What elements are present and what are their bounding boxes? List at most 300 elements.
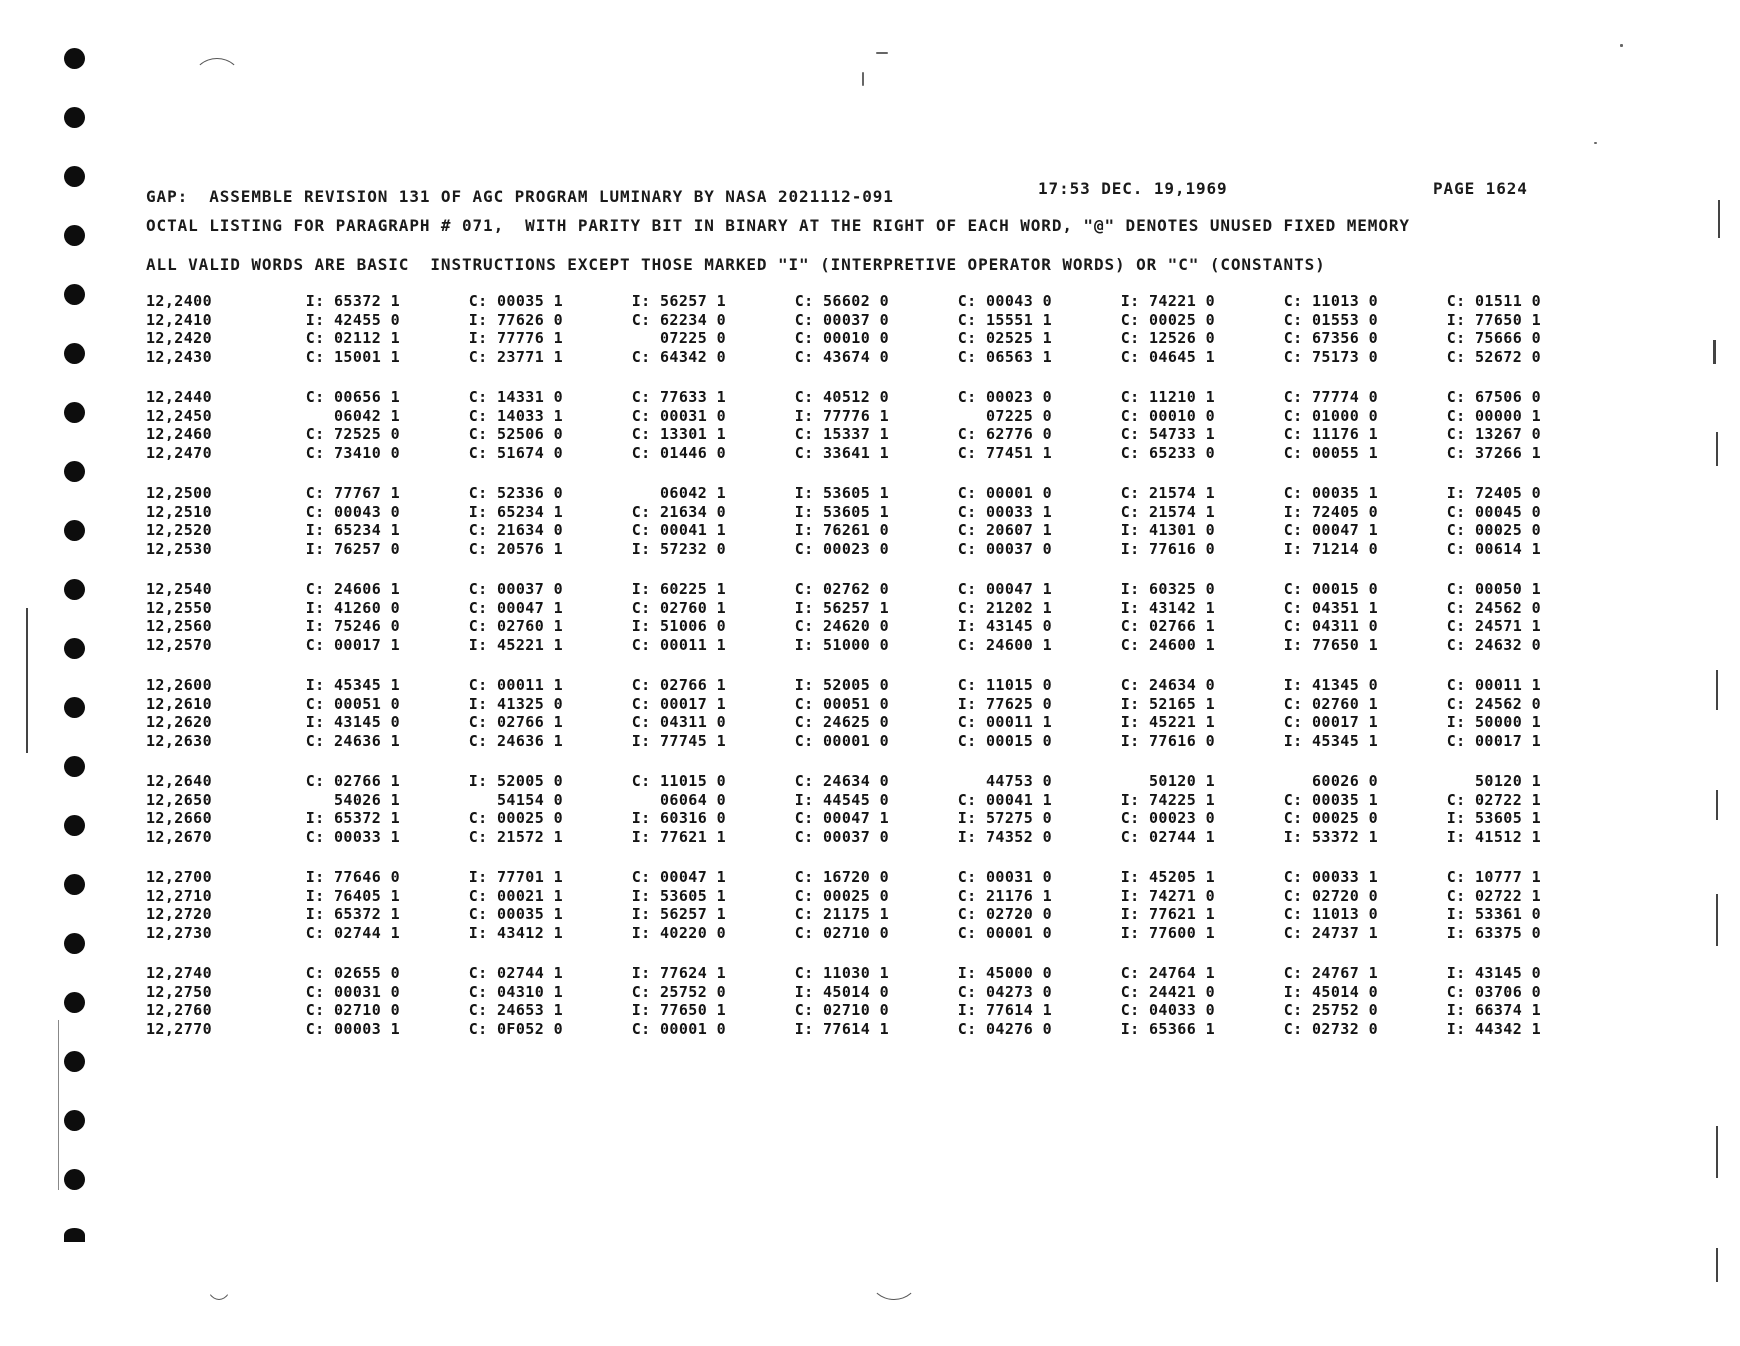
word-cell: I: 43412 1	[468, 923, 563, 942]
word-cell: I: 72405 0	[1283, 502, 1378, 521]
address: 12,2710	[146, 886, 213, 905]
word-cell: I: 72405 0	[1446, 484, 1541, 502]
word-cell: I: 41325 0	[468, 694, 563, 713]
word-cell: C: 02710 0	[794, 923, 889, 942]
word-cell: C: 20607 1	[957, 521, 1052, 539]
word-cell: C: 24562 0	[1446, 694, 1541, 713]
word-cell: I: 57275 0	[957, 809, 1052, 827]
word-cell: C: 00051 0	[794, 694, 889, 713]
word-cell: I: 65372 1	[305, 905, 400, 923]
word-cell: C: 24600 1	[1120, 635, 1215, 654]
word-cell: C: 12526 0	[1120, 329, 1215, 347]
word-cell: C: 21175 1	[794, 905, 889, 923]
address: 12,2670	[146, 827, 213, 846]
feed-hole	[64, 579, 85, 600]
address: 12,2630	[146, 731, 213, 750]
scan-mark	[870, 1258, 918, 1300]
word-cell: I: 43145 0	[1446, 964, 1541, 982]
word-cell: C: 00033 1	[1283, 868, 1378, 886]
listing-row	[146, 905, 1546, 924]
word-cell: I: 65372 1	[305, 292, 400, 310]
word-cell: I: 41512 1	[1446, 827, 1541, 846]
listing-row	[146, 388, 1546, 407]
word-cell: C: 24634 0	[1120, 676, 1215, 694]
word-cell: I: 77616 0	[1120, 539, 1215, 558]
word-cell: C: 02766 1	[305, 772, 400, 790]
scan-mark	[205, 1258, 233, 1300]
listing-row	[146, 407, 1546, 426]
word-cell: I: 74221 0	[1120, 292, 1215, 310]
word-cell: I: 53361 0	[1446, 905, 1541, 923]
address: 12,2730	[146, 923, 213, 942]
word-cell: C: 00041 1	[631, 521, 726, 539]
address: 12,2650	[146, 790, 213, 809]
listing-row	[146, 540, 1546, 559]
word-cell: C: 11015 0	[957, 676, 1052, 694]
word-cell: C: 00015 0	[1283, 580, 1378, 598]
word-cell: I: 77621 1	[1120, 905, 1215, 923]
word-cell: C: 00033 1	[957, 502, 1052, 521]
word-cell: C: 11013 0	[1283, 905, 1378, 923]
word-cell: C: 00055 1	[1283, 443, 1378, 462]
word-cell: C: 00043 0	[957, 292, 1052, 310]
word-cell: C: 04273 0	[957, 982, 1052, 1001]
word-cell: C: 00017 1	[305, 635, 400, 654]
scan-speck	[876, 52, 888, 54]
feed-hole	[64, 933, 85, 954]
word-cell: C: 04311 0	[1283, 617, 1378, 635]
word-cell: C: 77633 1	[631, 388, 726, 406]
word-cell: C: 01446 0	[631, 443, 726, 462]
word-cell: C: 10777 1	[1446, 868, 1541, 886]
word-cell: 50120 1	[1474, 772, 1541, 790]
listing-row	[146, 713, 1546, 732]
word-cell: C: 11015 0	[631, 772, 726, 790]
word-cell: I: 74225 1	[1120, 790, 1215, 809]
feed-hole	[64, 992, 85, 1013]
feed-hole	[64, 1110, 85, 1131]
word-cell: C: 21574 1	[1120, 484, 1215, 502]
address: 12,2750	[146, 982, 213, 1001]
word-cell: C: 24620 0	[794, 617, 889, 635]
word-cell: C: 75666 0	[1446, 329, 1541, 347]
word-cell: C: 04276 0	[957, 1019, 1052, 1038]
word-cell: C: 20576 1	[468, 539, 563, 558]
word-cell: I: 56257 1	[631, 905, 726, 923]
listing-row	[146, 772, 1546, 791]
word-cell: C: 56602 0	[794, 292, 889, 310]
word-cell: I: 41345 0	[1283, 676, 1378, 694]
feed-hole	[64, 756, 85, 777]
listing-row	[146, 1001, 1546, 1020]
address: 12,2530	[146, 539, 213, 558]
word-cell: C: 02732 0	[1283, 1019, 1378, 1038]
word-cell: C: 15551 1	[957, 310, 1052, 329]
word-cell: C: 06563 1	[957, 347, 1052, 366]
word-cell: C: 64342 0	[631, 347, 726, 366]
address: 12,2640	[146, 772, 213, 790]
feed-hole	[64, 1051, 85, 1072]
address: 12,2700	[146, 868, 213, 886]
word-cell: 50120 1	[1148, 772, 1215, 790]
word-cell: C: 01000 0	[1283, 406, 1378, 425]
listing-row	[146, 887, 1546, 906]
word-cell: 06042 1	[333, 406, 400, 425]
word-cell: I: 52165 1	[1120, 694, 1215, 713]
word-cell: C: 02720 0	[957, 905, 1052, 923]
word-cell: C: 24562 0	[1446, 598, 1541, 617]
word-cell: C: 02766 1	[631, 676, 726, 694]
word-cell: C: 00047 1	[1283, 521, 1378, 539]
listing-title: GAP: ASSEMBLE REVISION 131 OF AGC PROGRAM LUMINARY BY NASA 2021112-091	[146, 187, 894, 206]
word-block	[146, 484, 1546, 580]
address: 12,2440	[146, 388, 213, 406]
word-cell: I: 60225 1	[631, 580, 726, 598]
listing-row	[146, 521, 1546, 540]
word-cell: I: 43145 0	[305, 713, 400, 731]
word-block	[146, 772, 1546, 868]
listing-row	[146, 964, 1546, 983]
word-cell: C: 00011 1	[1446, 676, 1541, 694]
word-cell: C: 00031 0	[957, 868, 1052, 886]
word-cell: C: 67356 0	[1283, 329, 1378, 347]
margin-line	[1716, 432, 1718, 466]
word-cell: C: 00017 1	[631, 694, 726, 713]
word-cell: C: 24625 0	[794, 713, 889, 731]
scan-speck	[862, 72, 864, 86]
word-cell: I: 75246 0	[305, 617, 400, 635]
word-cell: C: 00050 1	[1446, 580, 1541, 598]
word-cell: I: 45221 1	[1120, 713, 1215, 731]
word-cell: I: 74352 0	[957, 827, 1052, 846]
word-cell: I: 45205 1	[1120, 868, 1215, 886]
listing-row	[146, 503, 1546, 522]
listing-row	[146, 580, 1546, 599]
word-cell: C: 21202 1	[957, 598, 1052, 617]
word-cell: I: 50000 1	[1446, 713, 1541, 731]
address: 12,2660	[146, 809, 213, 827]
address: 12,2450	[146, 406, 213, 425]
listing-row	[146, 868, 1546, 887]
word-cell: 54026 1	[333, 790, 400, 809]
word-cell: I: 52005 0	[794, 676, 889, 694]
listing-row	[146, 292, 1546, 311]
word-cell: I: 77701 1	[468, 868, 563, 886]
address: 12,2620	[146, 713, 213, 731]
word-cell: I: 77614 1	[957, 1001, 1052, 1019]
margin-line	[1716, 670, 1718, 710]
word-cell: C: 00037 0	[794, 827, 889, 846]
word-cell: C: 25752 0	[1283, 1001, 1378, 1019]
word-cell: I: 53605 1	[631, 886, 726, 905]
address: 12,2540	[146, 580, 213, 598]
margin-line	[58, 1020, 59, 1190]
address: 12,2720	[146, 905, 213, 923]
word-cell: C: 00025 0	[1283, 809, 1378, 827]
word-block	[146, 868, 1546, 964]
word-cell: C: 24606 1	[305, 580, 400, 598]
word-cell: C: 00001 0	[631, 1019, 726, 1038]
word-cell: I: 45014 0	[1283, 982, 1378, 1001]
word-cell: C: 00035 1	[1283, 484, 1378, 502]
word-cell: C: 00037 0	[468, 580, 563, 598]
word-cell: C: 00003 1	[305, 1019, 400, 1038]
word-cell: C: 11210 1	[1120, 388, 1215, 406]
octal-listing	[146, 292, 1546, 1060]
word-cell: C: 33641 1	[794, 443, 889, 462]
listing-row	[146, 695, 1546, 714]
word-cell: C: 24421 0	[1120, 982, 1215, 1001]
word-cell: C: 04311 0	[631, 713, 726, 731]
feed-hole	[64, 1169, 85, 1190]
feed-hole	[64, 284, 85, 305]
address: 12,2470	[146, 443, 213, 462]
margin-line	[1718, 200, 1720, 238]
address: 12,2760	[146, 1001, 213, 1019]
word-cell: C: 51674 0	[468, 443, 563, 462]
word-cell: C: 03706 0	[1446, 982, 1541, 1001]
word-block	[146, 388, 1546, 484]
feed-hole	[64, 225, 85, 246]
word-cell: C: 24634 0	[794, 772, 889, 790]
word-cell: 07225 0	[985, 406, 1052, 425]
word-cell: I: 76405 1	[305, 886, 400, 905]
word-cell: C: 00001 0	[794, 731, 889, 750]
word-cell: C: 00023 0	[1120, 809, 1215, 827]
word-block	[146, 292, 1546, 388]
word-cell: I: 77625 0	[957, 694, 1052, 713]
address: 12,2410	[146, 310, 213, 329]
word-cell: I: 77776 1	[468, 329, 563, 347]
listing-row	[146, 329, 1546, 348]
word-cell: C: 21634 0	[631, 502, 726, 521]
listing-row	[146, 791, 1546, 810]
word-cell: C: 37266 1	[1446, 443, 1541, 462]
word-cell: I: 77614 1	[794, 1019, 889, 1038]
word-cell: C: 15337 1	[794, 425, 889, 443]
word-cell: I: 51000 0	[794, 635, 889, 654]
feed-hole	[64, 461, 85, 482]
timestamp: 17:53 DEC. 19,1969	[1038, 179, 1228, 198]
word-cell: C: 62234 0	[631, 310, 726, 329]
word-cell: I: 63375 0	[1446, 923, 1541, 942]
word-cell: C: 00025 0	[468, 809, 563, 827]
word-cell: C: 00001 0	[957, 484, 1052, 502]
address: 12,2550	[146, 598, 213, 617]
word-cell: C: 02710 0	[794, 1001, 889, 1019]
word-cell: I: 56257 1	[631, 292, 726, 310]
word-cell: C: 00010 0	[794, 329, 889, 347]
word-cell: C: 02655 0	[305, 964, 400, 982]
margin-line	[1716, 1126, 1718, 1178]
word-cell: C: 00035 1	[468, 905, 563, 923]
word-cell: C: 00001 0	[957, 923, 1052, 942]
word-cell: C: 24737 1	[1283, 923, 1378, 942]
word-cell: C: 16720 0	[794, 868, 889, 886]
address: 12,2600	[146, 676, 213, 694]
word-cell: I: 53605 1	[794, 502, 889, 521]
address: 12,2510	[146, 502, 213, 521]
word-cell: I: 77745 1	[631, 731, 726, 750]
listing-row	[146, 348, 1546, 367]
feed-hole	[64, 638, 85, 659]
word-cell: I: 77624 1	[631, 964, 726, 982]
word-cell: C: 00031 0	[305, 982, 400, 1001]
listing-note: ALL VALID WORDS ARE BASIC INSTRUCTIONS EXCEPT THOSE MARKED "I" (INTERPRETIVE OPERATOR WORDS) OR "C" (CONSTANTS)	[146, 255, 1326, 274]
word-cell: C: 21572 1	[468, 827, 563, 846]
word-cell: C: 00037 0	[794, 310, 889, 329]
word-cell: I: 76257 0	[305, 539, 400, 558]
word-cell: C: 00021 1	[468, 886, 563, 905]
word-cell: C: 02710 0	[305, 1001, 400, 1019]
word-cell: I: 53605 1	[794, 484, 889, 502]
word-cell: C: 00047 1	[631, 868, 726, 886]
word-cell: I: 41260 0	[305, 598, 400, 617]
margin-line	[26, 608, 28, 753]
word-cell: C: 00031 0	[631, 406, 726, 425]
word-cell: I: 66374 1	[1446, 1001, 1541, 1019]
listing-row	[146, 484, 1546, 503]
word-cell: C: 02766 1	[468, 713, 563, 731]
listing-row	[146, 828, 1546, 847]
feed-hole	[64, 402, 85, 423]
word-cell: C: 02762 0	[794, 580, 889, 598]
word-cell: 06064 0	[659, 790, 726, 809]
word-cell: C: 21634 0	[468, 521, 563, 539]
word-cell: C: 24636 1	[305, 731, 400, 750]
word-cell: C: 15001 1	[305, 347, 400, 366]
word-cell: C: 00010 0	[1120, 406, 1215, 425]
word-cell: C: 24767 1	[1283, 964, 1378, 982]
word-cell: C: 00035 1	[1283, 790, 1378, 809]
scan-speck	[1620, 44, 1623, 47]
scan-speck	[1594, 142, 1597, 144]
word-cell: C: 52336 0	[468, 484, 563, 502]
word-cell: C: 24600 1	[957, 635, 1052, 654]
word-cell: I: 53372 1	[1283, 827, 1378, 846]
word-cell: C: 77767 1	[305, 484, 400, 502]
word-cell: C: 02722 1	[1446, 790, 1541, 809]
word-cell: I: 52005 0	[468, 772, 563, 790]
word-cell: I: 65234 1	[305, 521, 400, 539]
word-cell: I: 45345 1	[305, 676, 400, 694]
word-cell: I: 77626 0	[468, 310, 563, 329]
word-cell: I: 41301 0	[1120, 521, 1215, 539]
word-cell: C: 62776 0	[957, 425, 1052, 443]
word-cell: C: 00041 1	[957, 790, 1052, 809]
word-cell: C: 40512 0	[794, 388, 889, 406]
word-cell: 07225 0	[659, 329, 726, 347]
word-cell: I: 77621 1	[631, 827, 726, 846]
listing-row	[146, 809, 1546, 828]
word-cell: C: 02760 1	[1283, 694, 1378, 713]
word-cell: C: 11013 0	[1283, 292, 1378, 310]
word-cell: I: 77776 1	[794, 406, 889, 425]
feed-hole	[64, 520, 85, 541]
address: 12,2560	[146, 617, 213, 635]
word-cell: C: 77774 0	[1283, 388, 1378, 406]
page-number: PAGE 1624	[1433, 179, 1528, 198]
word-cell: C: 00045 0	[1446, 502, 1541, 521]
word-cell: I: 45345 1	[1283, 731, 1378, 750]
word-cell: I: 44342 1	[1446, 1019, 1541, 1038]
word-cell: C: 00035 1	[468, 292, 563, 310]
word-cell: C: 67506 0	[1446, 388, 1541, 406]
address: 12,2520	[146, 521, 213, 539]
listing-row	[146, 311, 1546, 330]
word-cell: C: 01511 0	[1446, 292, 1541, 310]
listing-row	[146, 444, 1546, 463]
word-cell: I: 60325 0	[1120, 580, 1215, 598]
word-cell: C: 04351 1	[1283, 598, 1378, 617]
word-cell: C: 23771 1	[468, 347, 563, 366]
word-cell: C: 13301 1	[631, 425, 726, 443]
word-cell: I: 42455 0	[305, 310, 400, 329]
listing-row	[146, 732, 1546, 751]
word-cell: C: 14033 1	[468, 406, 563, 425]
word-cell: 54154 0	[496, 790, 563, 809]
feed-hole	[64, 697, 85, 718]
word-cell: C: 04033 0	[1120, 1001, 1215, 1019]
word-cell: I: 45014 0	[794, 982, 889, 1001]
word-cell: C: 02744 1	[468, 964, 563, 982]
feed-hole	[64, 874, 85, 895]
word-cell: C: 73410 0	[305, 443, 400, 462]
feed-hole	[64, 343, 85, 364]
word-cell: C: 02760 1	[631, 598, 726, 617]
word-cell: C: 00047 1	[468, 598, 563, 617]
word-block	[146, 676, 1546, 772]
word-cell: I: 57232 0	[631, 539, 726, 558]
word-block	[146, 964, 1546, 1060]
word-cell: I: 71214 0	[1283, 539, 1378, 558]
word-cell: I: 56257 1	[794, 598, 889, 617]
word-cell: C: 00011 1	[468, 676, 563, 694]
address: 12,2400	[146, 292, 213, 310]
word-cell: C: 04645 1	[1120, 347, 1215, 366]
word-cell: I: 74271 0	[1120, 886, 1215, 905]
word-cell: C: 24764 1	[1120, 964, 1215, 982]
margin-line	[1713, 340, 1716, 364]
word-cell: I: 53605 1	[1446, 809, 1541, 827]
word-cell: C: 52506 0	[468, 425, 563, 443]
word-cell: C: 0F052 0	[468, 1019, 563, 1038]
word-cell: C: 04310 1	[468, 982, 563, 1001]
listing-row	[146, 425, 1546, 444]
word-cell: C: 75173 0	[1283, 347, 1378, 366]
word-cell: C: 65233 0	[1120, 443, 1215, 462]
word-cell: C: 21176 1	[957, 886, 1052, 905]
word-cell: I: 77616 0	[1120, 731, 1215, 750]
word-cell: I: 44545 0	[794, 790, 889, 809]
word-cell: C: 00023 0	[957, 388, 1052, 406]
listing-row	[146, 983, 1546, 1002]
word-cell: C: 11176 1	[1283, 425, 1378, 443]
word-cell: C: 00614 1	[1446, 539, 1541, 558]
listing-row	[146, 1020, 1546, 1039]
word-cell: C: 00025 0	[794, 886, 889, 905]
feed-hole	[64, 48, 85, 69]
word-cell: C: 00051 0	[305, 694, 400, 713]
listing-row	[146, 599, 1546, 618]
word-cell: C: 72525 0	[305, 425, 400, 443]
feed-hole	[64, 1228, 85, 1242]
address: 12,2420	[146, 329, 213, 347]
word-cell: 60026 0	[1311, 772, 1378, 790]
word-cell: C: 52672 0	[1446, 347, 1541, 366]
word-cell: I: 65366 1	[1120, 1019, 1215, 1038]
word-block	[146, 580, 1546, 676]
